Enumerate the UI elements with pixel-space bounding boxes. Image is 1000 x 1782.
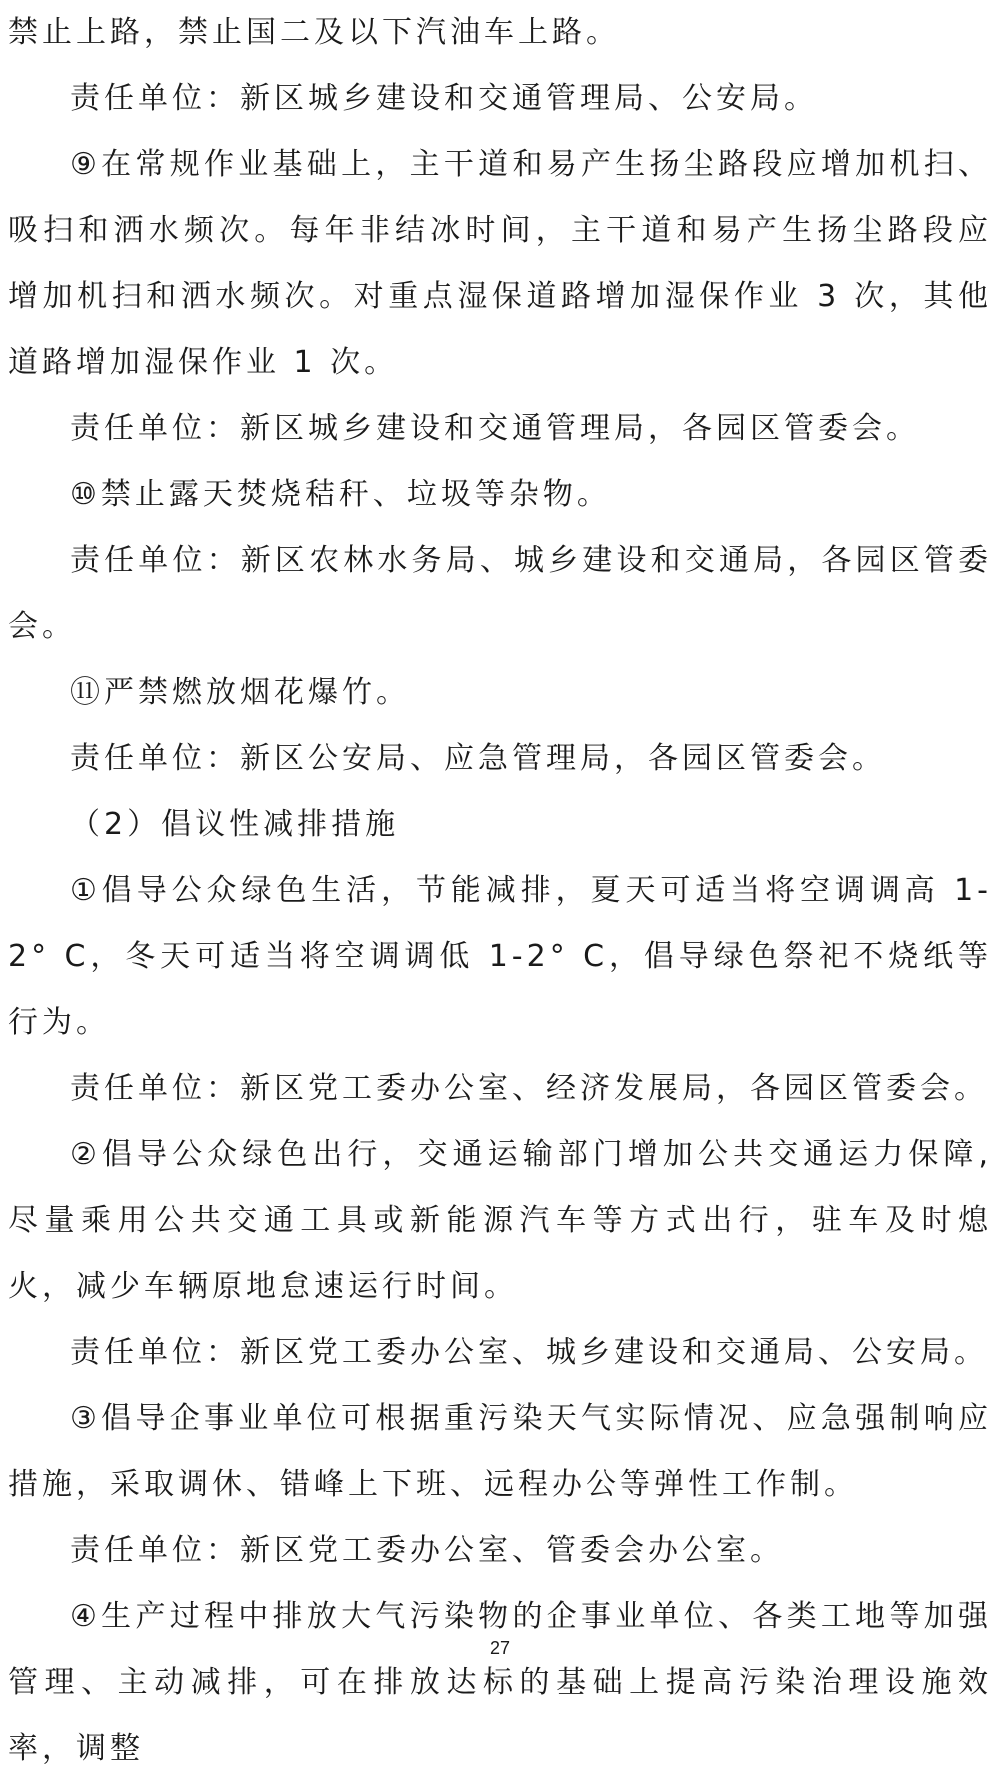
section-heading: （2）倡议性减排措施 [70,807,400,842]
paragraph-item-2: ②倡导公众绿色出行，交通运输部门增加公共交通运力保障,尽量乘用公共交通工具或新能源汽车等方式出行，驻车及时熄火，减少车辆原地怠速运行时间。 [8,1137,992,1304]
paragraph-item-3: ③倡导企事业单位可根据重污染天气实际情况、应急强制响应措施，采取调休、错峰上下班、远程办公等弹性工作制。 [8,1401,992,1502]
paragraph-continuation: 禁止上路，禁止国二及以下汽油车上路。 [8,15,620,50]
paragraph-responsible-unit: 责任单位：新区城乡建设和交通管理局、公安局。 [70,81,818,116]
paragraph-responsible-unit: 责任单位：新区城乡建设和交通管理局，各园区管委会。 [70,411,920,446]
paragraph-responsible-unit: 责任单位：新区公安局、应急管理局，各园区管委会。 [70,741,886,776]
paragraph-responsible-unit: 责任单位：新区党工委办公室、城乡建设和交通局、公安局。 [70,1335,988,1370]
paragraph-responsible-unit: 责任单位：新区农林水务局、城乡建设和交通局，各园区管委会。 [8,543,992,644]
paragraph-responsible-unit: 责任单位：新区党工委办公室、经济发展局，各园区管委会。 [70,1071,988,1106]
page-number: 27 [489,1638,511,1658]
paragraph-responsible-unit: 责任单位：新区党工委办公室、管委会办公室。 [70,1533,784,1568]
document-body [8,0,992,1782]
paragraph-item-10: ⑩禁止露天焚烧秸秆、垃圾等杂物。 [70,477,611,512]
paragraph-item-4: ④生产过程中排放大气污染物的企事业单位、各类工地等加强管理、主动减排，可在排放达标的基础上提高污染治理设施效率，调整 [8,1599,992,1766]
paragraph-item-11: ⑪严禁燃放烟花爆竹。 [70,675,410,710]
paragraph-item-1: ①倡导公众绿色生活，节能减排，夏天可适当将空调调高 1-2° C，冬天可适当将空调调低 1-2° C，倡导绿色祭祀不烧纸等行为。 [8,873,992,1040]
paragraph-item-9: ⑨在常规作业基础上，主干道和易产生扬尘路段应增加机扫、吸扫和洒水频次。每年非结冰时间，主干道和易产生扬尘路段应增加机扫和洒水频次。对重点湿保道路增加湿保作业 3 次，其他道路增加湿保作业 1 次。 [8,147,992,380]
